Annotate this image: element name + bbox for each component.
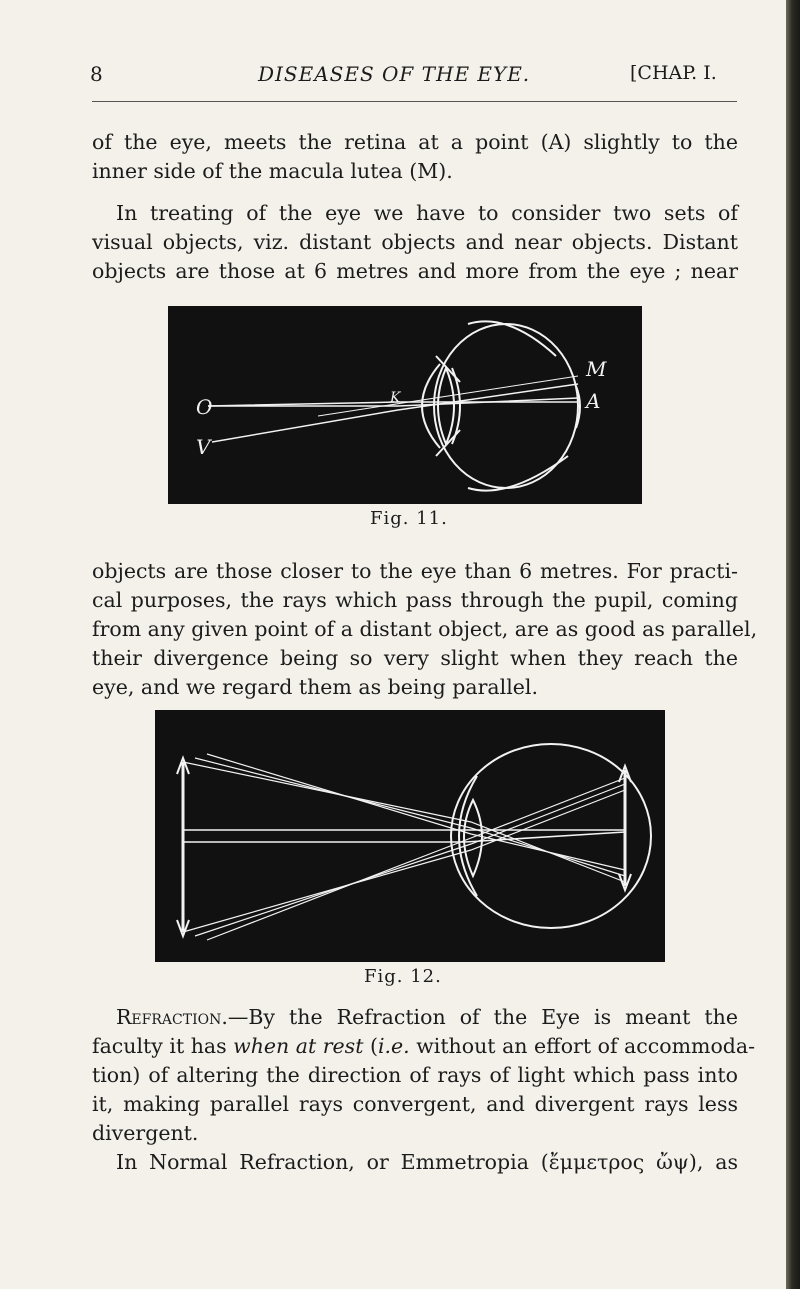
figure-12 bbox=[155, 710, 665, 962]
lens bbox=[438, 368, 454, 444]
text-line: eye, and we regard them as being parallel. bbox=[92, 675, 538, 699]
text-line bbox=[92, 1003, 738, 1032]
running-title: DISEASES OF THE EYE. bbox=[258, 62, 531, 86]
label-k: K bbox=[390, 390, 401, 406]
text-line: In treating of the eye we have to consider two sets of bbox=[116, 201, 738, 225]
emphasis-text: i.e. bbox=[377, 1034, 410, 1058]
figure-12-caption: Fig. 12. bbox=[364, 966, 442, 987]
text-line: from any given point of a distant object, are as good as parallel, bbox=[92, 617, 758, 641]
text-line: visual objects, viz. distant objects and near objects. Distant bbox=[92, 230, 738, 254]
label-v: V bbox=[196, 435, 211, 459]
text-line: objects are those at 6 metres and more from the eye ; near bbox=[92, 259, 738, 283]
running-header bbox=[90, 62, 740, 94]
header-rule bbox=[92, 101, 737, 102]
text-fragment: without an effort of accommoda- bbox=[409, 1034, 756, 1058]
text-line: it, making parallel rays convergent, and divergent rays less bbox=[92, 1092, 738, 1116]
paragraph-1 bbox=[92, 128, 738, 186]
text-line: objects are those closer to the eye than 6 metres. For practi- bbox=[92, 559, 738, 583]
text-line: inner side of the macula lutea (M). bbox=[92, 159, 453, 183]
text-line: tion) of altering the direction of rays of light which pass into bbox=[92, 1063, 738, 1087]
figure-12-parallel-rays-diagram bbox=[155, 710, 665, 962]
section-heading: Refraction. bbox=[116, 1005, 228, 1029]
figure-11-caption: Fig. 11. bbox=[370, 508, 448, 529]
label-o: O bbox=[196, 395, 213, 419]
label-m: M bbox=[586, 357, 607, 381]
page-number: 8 bbox=[90, 62, 103, 86]
text-fragment: —By the Refraction of the Eye is meant the bbox=[227, 1005, 738, 1029]
text-fragment: ( bbox=[363, 1034, 378, 1058]
text-line: of the eye, meets the retina at a point (A) slightly to the bbox=[92, 130, 738, 154]
emphasis-text: when at rest bbox=[233, 1034, 364, 1058]
text-line: divergent. bbox=[92, 1121, 199, 1145]
text-line: In Normal Refraction, or Emmetropia (ἔμμετρος ὤψ), as bbox=[116, 1150, 738, 1174]
paragraph-5 bbox=[92, 1148, 738, 1177]
text-fragment: faculty it has bbox=[92, 1034, 234, 1058]
text-line: their divergence being so very slight when they reach the bbox=[92, 646, 738, 670]
figure-11-eye-diagram bbox=[168, 306, 642, 504]
label-a: A bbox=[586, 389, 601, 413]
paragraph-3 bbox=[92, 557, 758, 702]
scan-edge-shadow bbox=[786, 0, 800, 1289]
chapter-label: [CHAP. I. bbox=[630, 62, 717, 84]
text-line bbox=[92, 1032, 756, 1061]
text-line: cal purposes, the rays which pass through the pupil, coming bbox=[92, 588, 738, 612]
paragraph-2 bbox=[92, 199, 738, 286]
paragraph-4 bbox=[92, 1003, 756, 1148]
figure-11 bbox=[168, 306, 642, 504]
lens bbox=[464, 800, 482, 876]
